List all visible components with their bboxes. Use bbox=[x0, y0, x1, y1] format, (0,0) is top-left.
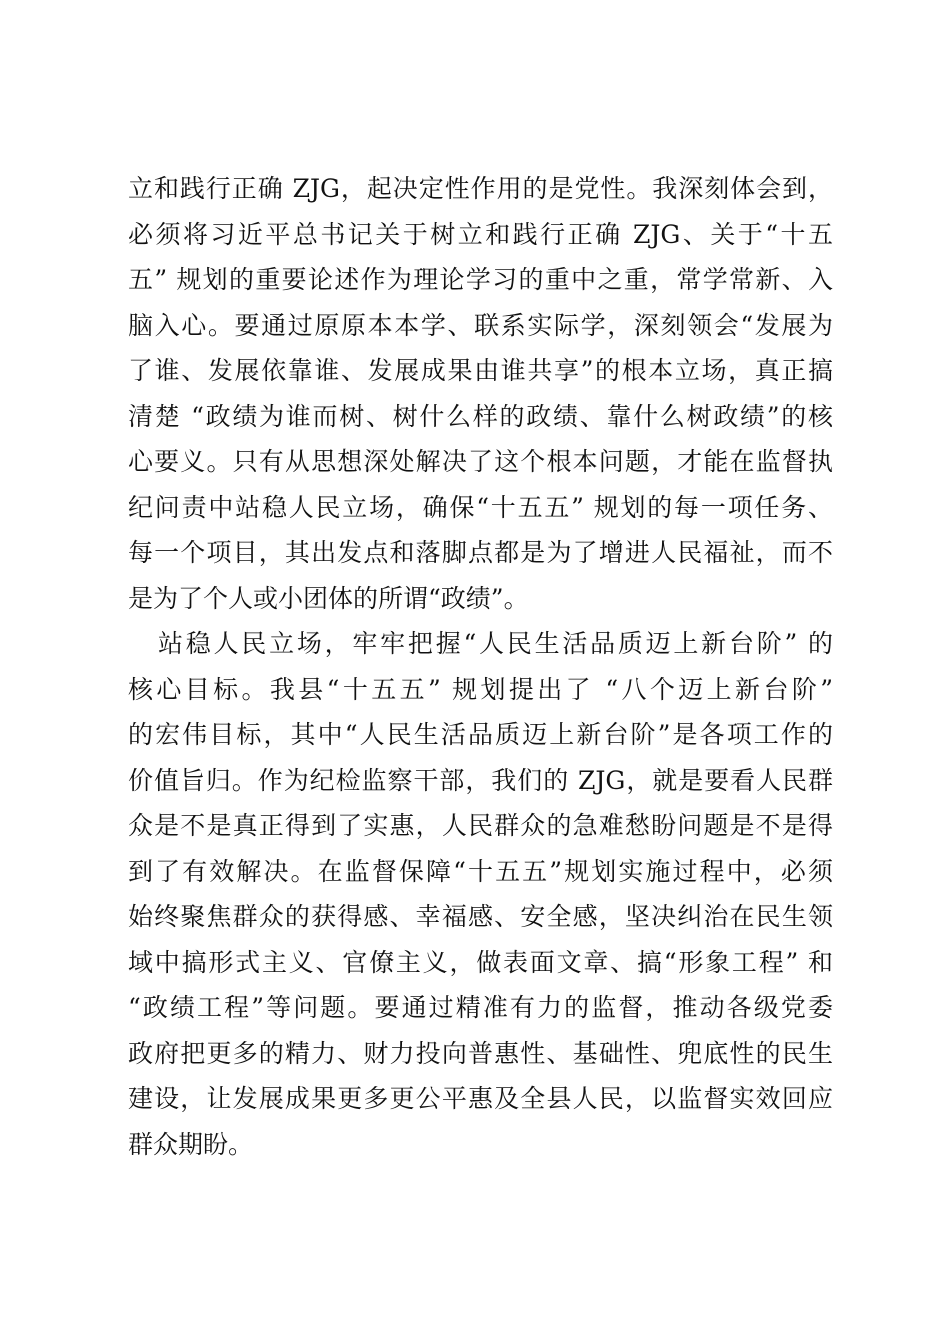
paragraph-first-line: 站稳人民立场，牢牢把握“人民生活品质迈上新台阶” 的 bbox=[158, 629, 833, 658]
text-line: 核心目标。我县“十五五” 规划提出了 “八个迈上新台阶” bbox=[128, 674, 833, 704]
text-line: 到了有效解决。在监督保障“十五五”规划实施过程中，必须 bbox=[128, 856, 833, 886]
text-line: 价值旨归。作为纪检监察干部，我们的 ZJG，就是要看人民群 bbox=[128, 765, 833, 795]
text-line: 立和践行正确 ZJG，起决定性作用的是党性。我深刻体会到， bbox=[128, 174, 833, 203]
text-line: 的宏伟目标，其中“人民生活品质迈上新台阶”是各项工作的 bbox=[128, 720, 833, 749]
text-line: 每一个项目，其出发点和落脚点都是为了增进人民福祉，而不 bbox=[128, 538, 833, 567]
text-line: 域中搞形式主义、官僚主义，做表面文章、搞“形象工程” 和 bbox=[128, 947, 833, 977]
text-line: 是为了个人或小团体的所谓“政绩”。 bbox=[128, 583, 529, 613]
text-line: 脑入心。要通过原原本本学、联系实际学，深刻领会“发展为 bbox=[128, 310, 833, 340]
text-line: 建设，让发展成果更多更公平惠及全县人民，以监督实效回应 bbox=[128, 1084, 833, 1113]
text-line: 众是不是真正得到了实惠，人民群众的急难愁盼问题是不是得 bbox=[128, 811, 833, 840]
text-line: 必须将习近平总书记关于树立和践行正确 ZJG、关于“十五 bbox=[128, 219, 833, 249]
text-line: 清楚 “政绩为谁而树、树什么样的政绩、靠什么树政绩”的核 bbox=[128, 401, 833, 431]
text-line: 了谁、发展依靠谁、发展成果由谁共享”的根本立场，真正搞 bbox=[128, 356, 833, 385]
text-line: 始终聚焦群众的获得感、幸福感、安全感，坚决纠治在民生领 bbox=[128, 902, 833, 931]
text-line: “政绩工程”等问题。要通过精准有力的监督，推动各级党委 bbox=[128, 993, 833, 1022]
text-line: 心要义。只有从思想深处解决了这个根本问题，才能在监督执 bbox=[128, 447, 833, 476]
text-line: 群众期盼。 bbox=[128, 1129, 254, 1159]
text-line: 五” 规划的重要论述作为理论学习的重中之重，常学常新、入 bbox=[128, 265, 833, 294]
text-line: 纪问责中站稳人民立场，确保“十五五” 规划的每一项任务、 bbox=[128, 492, 833, 522]
body-text bbox=[128, 166, 833, 1167]
text-line: 政府把更多的精力、财力投向普惠性、基础性、兜底性的民生 bbox=[128, 1038, 833, 1068]
